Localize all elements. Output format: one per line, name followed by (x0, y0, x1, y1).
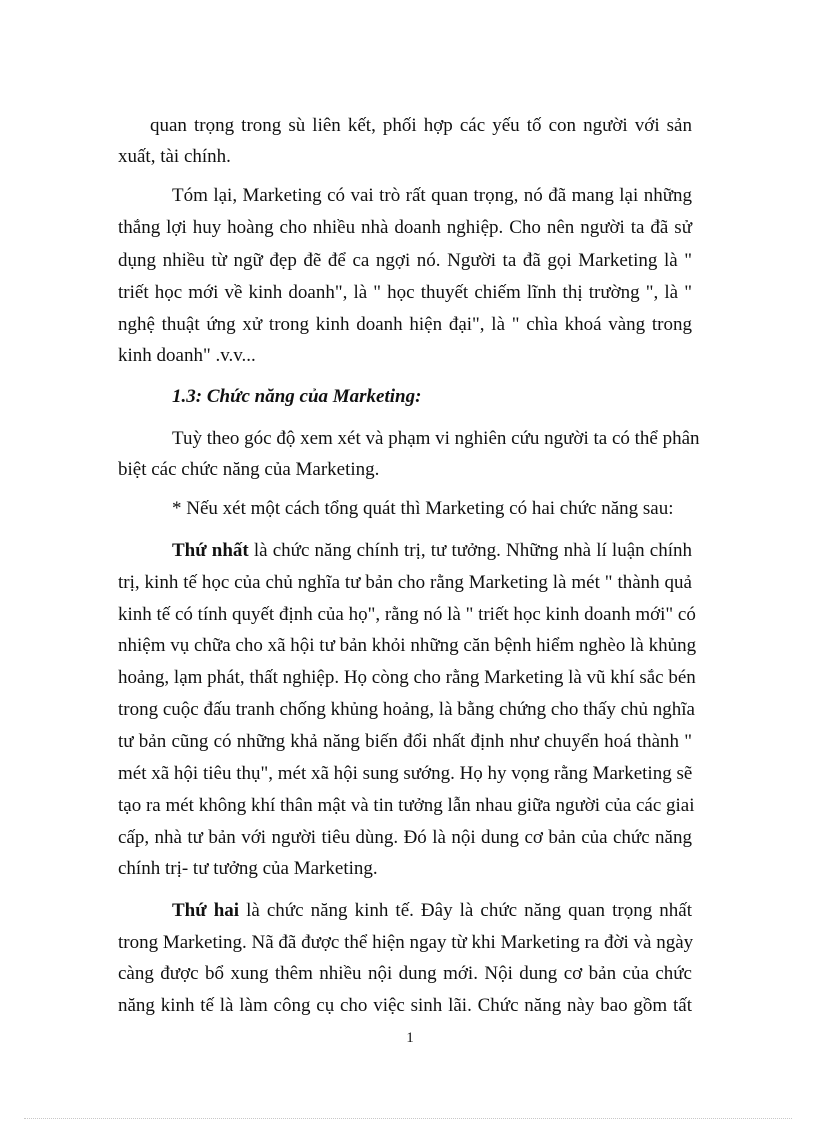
text-line: kinh tế có tính quyết định của họ", rằng nó là " triết học kinh doanh mới" có (118, 604, 696, 625)
text-line: năng kinh tế là làm công cụ cho việc sinh lãi. Chức năng này bao gồm tất (118, 995, 692, 1016)
text-line: kinh doanh" .v.v... (118, 345, 256, 366)
page-bottom-divider (24, 1118, 792, 1119)
page-number: 1 (406, 1030, 414, 1046)
text-line: cấp, nhà tư bản với người tiêu dùng. Đó là nội dung cơ bản của chức năng (118, 827, 692, 848)
text-line: hoảng, lạm phát, thất nghiệp. Họ còng cho rằng Marketing là vũ khí sắc bén (118, 667, 696, 688)
text-span: là chức năng kinh tế. Đây là chức năng quan trọng nhất (239, 900, 692, 921)
text-line (172, 899, 692, 923)
text-line: càng được bổ xung thêm nhiều nội dung mới. Nội dung cơ bản của chức (118, 963, 692, 984)
text-line: nghệ thuật ứng xử trong kinh doanh hiện đại", là " chìa khoá vàng trong (118, 314, 692, 335)
text-line: biệt các chức năng của Marketing. (118, 459, 380, 480)
text-line: quan trọng trong sù liên kết, phối hợp các yếu tố con người với sản (150, 115, 692, 136)
text-line: triết học mới về kinh doanh", là " học thuyết chiếm lĩnh thị trường ", là " (118, 282, 692, 303)
lead-term: Thứ nhất (172, 540, 249, 561)
text-line: trị, kinh tế học của chủ nghĩa tư bản cho rằng Marketing là mét " thành quả (118, 572, 692, 593)
text-line: * Nếu xét một cách tổng quát thì Marketing có hai chức năng sau: (172, 498, 674, 519)
text-line: thắng lợi huy hoàng cho nhiều nhà doanh nghiệp. Cho nên người ta đã sử (118, 217, 692, 238)
text-line: dụng nhiều từ ngữ đẹp đẽ để ca ngợi nó. Người ta đã gọi Marketing là " (118, 250, 692, 271)
text-line: tạo ra mét không khí thân mật và tin tưởng lẫn nhau giữa người của các giai (118, 795, 695, 816)
text-line: Tuỳ theo góc độ xem xét và phạm vi nghiên cứu người ta có thể phân (172, 428, 700, 449)
text-line: nhiệm vụ chữa cho xã hội tư bản khỏi những căn bệnh hiểm nghèo là khủng (118, 635, 697, 656)
text-line: trong cuộc đấu tranh chống khủng hoảng, là bằng chứng cho thấy chủ nghĩa (118, 699, 695, 720)
text-line: trong Marketing. Nã đã được thể hiện ngay từ khi Marketing ra đời và ngày (118, 932, 694, 953)
text-line (172, 539, 692, 563)
text-line: xuất, tài chính. (118, 146, 231, 167)
text-line: tư bản cũng có những khả năng biến đổi nhất định như chuyển hoá thành " (118, 731, 692, 752)
text-line: Tóm lại, Marketing có vai trò rất quan trọng, nó đã mang lại những (172, 185, 692, 206)
text-line: chính trị- tư tưởng của Marketing. (118, 858, 378, 879)
text-span: là chức năng chính trị, tư tưởng. Những nhà lí luận chính (248, 540, 692, 561)
text-line: mét xã hội tiêu thụ", mét xã hội sung sướng. Họ hy vọng rằng Marketing sẽ (118, 763, 693, 784)
lead-term: Thứ hai (172, 900, 240, 921)
section-heading: 1.3: Chức năng của Marketing: (172, 386, 422, 407)
